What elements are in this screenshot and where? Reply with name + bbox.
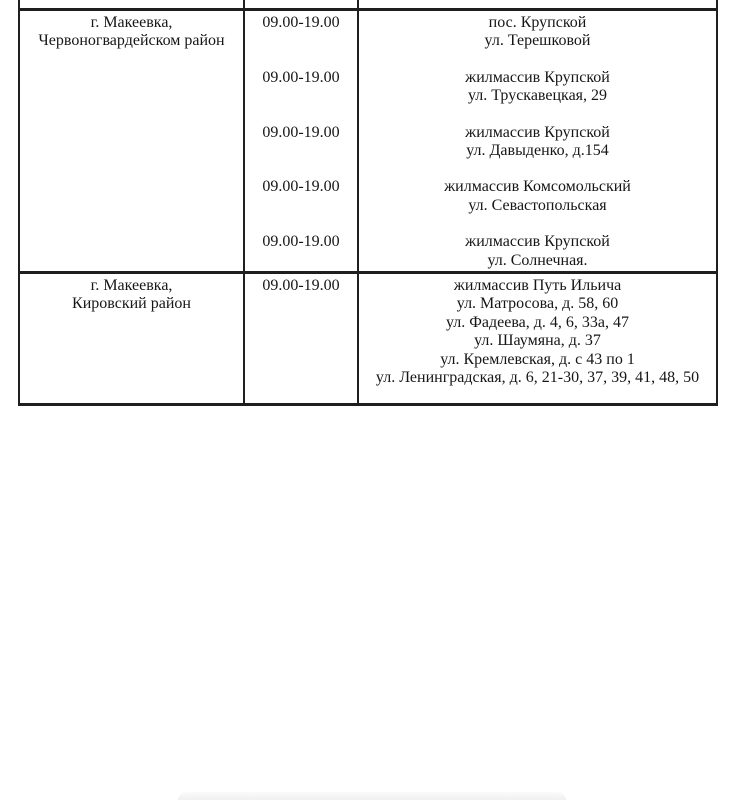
- bottom-cutoff-bar: [178, 792, 566, 800]
- time-cell: [245, 11, 359, 271]
- district-name-line: г. Макеевка,: [90, 277, 173, 294]
- district-name-line: Червоногвардейском район: [38, 32, 225, 50]
- table-row: [20, 11, 716, 274]
- address-line: ул. Ленинградская, д. 6, 21-30, 37, 39, 41, 48, 50: [375, 369, 700, 387]
- schedule-time: 09.00-19.00: [262, 68, 340, 86]
- address-line: ул. Трускавецкая, 29: [467, 87, 608, 105]
- address-block: [359, 14, 716, 69]
- table-row-cutoff: [20, 0, 716, 11]
- district-name-line: Кировский район: [72, 295, 191, 313]
- district-name-line: г. Макеевка,: [90, 14, 173, 31]
- address-block: [359, 277, 716, 387]
- schedule-time: 09.00-19.00: [262, 178, 340, 196]
- district-cell: [20, 274, 245, 403]
- address-block: [359, 69, 716, 124]
- address-line: жилмассив Путь Ильича: [453, 277, 622, 294]
- address-cell: [359, 11, 716, 271]
- address-line: пос. Крупской: [488, 14, 587, 31]
- schedule-time: 09.00-19.00: [262, 233, 340, 251]
- address-line: жилмассив Крупской: [465, 233, 610, 251]
- address-block: [359, 178, 716, 233]
- schedule-time: 09.00-19.00: [262, 123, 340, 141]
- address-line: ул. Севастопольская: [468, 196, 607, 214]
- address-line: жилмассив Комсомольский: [444, 178, 631, 196]
- address-cell-cutoff: [359, 0, 716, 8]
- address-line: ул. Матросова, д. 58, 60: [456, 295, 619, 313]
- address-line: ул. Шаумяна, д. 37: [474, 332, 601, 350]
- address-cell: [359, 274, 716, 403]
- address-line: жилмассив Крупской: [465, 68, 610, 86]
- address-line: ул. Кремлевская, д. с 43 по 1: [440, 350, 635, 368]
- address-line: ул. Фадеева, д. 4, 6, 33а, 47: [445, 313, 630, 331]
- district-cell-cutoff: [20, 0, 245, 8]
- time-cell-cutoff: [245, 0, 359, 8]
- schedule-time: 09.00-19.00: [262, 277, 340, 294]
- time-cell: [245, 274, 359, 403]
- address-line: ул. Солнечная.: [487, 251, 588, 269]
- table-row: [20, 274, 716, 406]
- schedule-table: [18, 0, 718, 406]
- address-line: жилмассив Крупской: [465, 123, 610, 141]
- schedule-time: 09.00-19.00: [262, 14, 340, 31]
- address-block: [359, 124, 716, 179]
- address-block: [359, 233, 716, 270]
- district-cell: [20, 11, 245, 271]
- address-line: ул. Терешковой: [484, 32, 591, 50]
- address-line: ул. Давыденко, д.154: [466, 142, 609, 159]
